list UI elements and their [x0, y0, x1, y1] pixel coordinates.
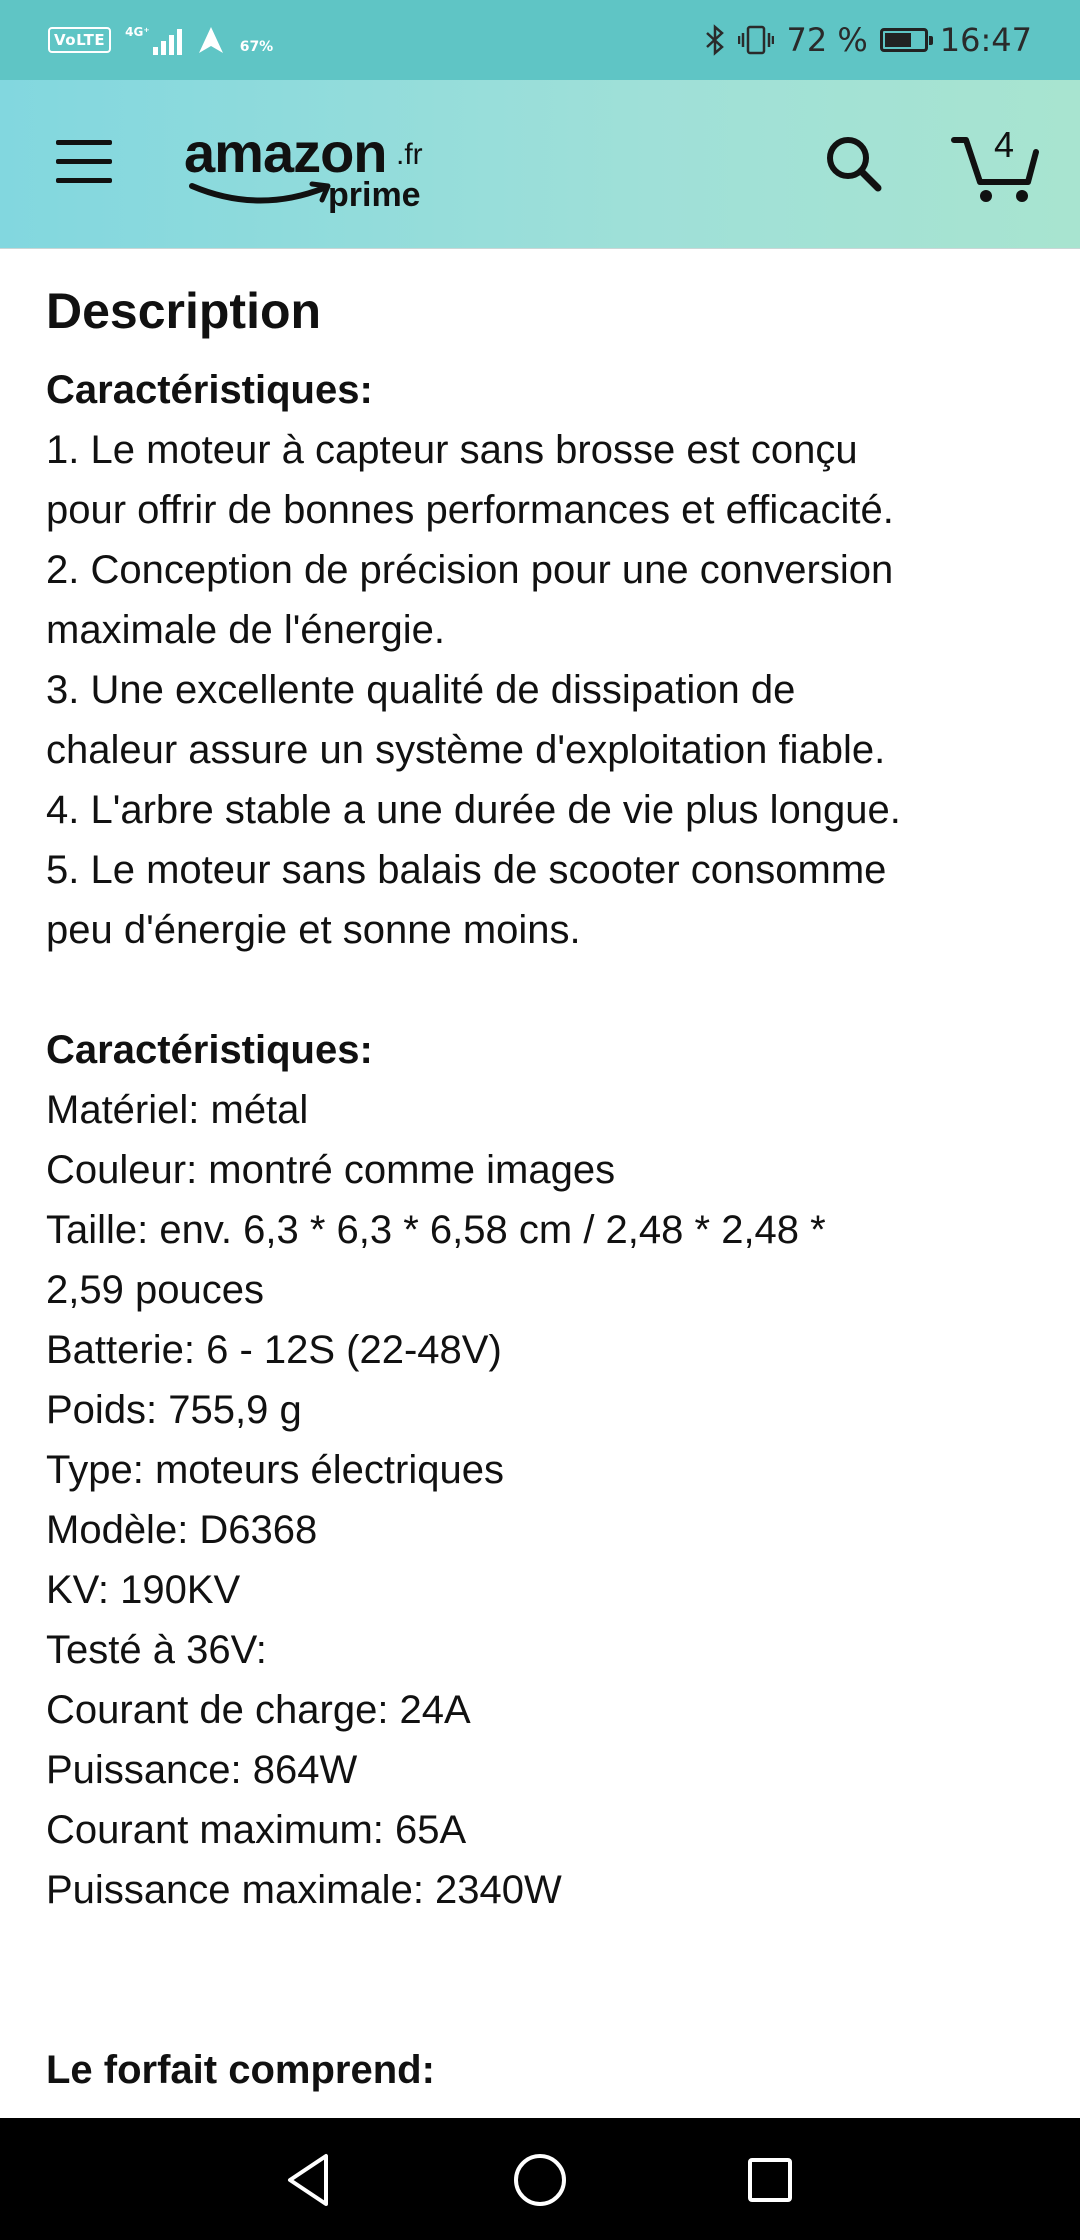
description-line: 5. Le moteur sans balais de scooter consomme [46, 848, 887, 892]
description-heading: Le forfait comprend: [46, 2048, 435, 2092]
app-header [0, 80, 1080, 249]
blank-line [46, 960, 1046, 1020]
description-heading: Caractéristiques: [46, 1028, 373, 1072]
menu-icon [56, 140, 112, 183]
description-line: KV: 190KV [46, 1568, 241, 1612]
description-line: 4. L'arbre stable a une durée de vie plus longue. [46, 788, 901, 832]
description-line: 3. Une excellente qualité de dissipation de [46, 668, 796, 712]
recents-icon [738, 2148, 802, 2212]
logo-prime: prime [328, 176, 421, 214]
vibrate-icon [738, 24, 774, 56]
description-line: Courant de charge: 24A [46, 1688, 471, 1732]
volte-badge: VoLTE [48, 27, 111, 53]
logo-text: amazon [184, 121, 387, 184]
cart-button[interactable] [950, 126, 1040, 206]
description-line: Batterie: 6 - 12S (22-48V) [46, 1328, 502, 1372]
home-icon [508, 2148, 572, 2212]
description-line: 2. Conception de précision pour une conversion [46, 548, 894, 592]
battery-percent: 72 % [786, 21, 868, 59]
back-icon [278, 2148, 342, 2212]
description-heading: Caractéristiques: [46, 368, 373, 412]
description-line: Puissance maximale: 2340W [46, 1868, 562, 1912]
navigation-arrow-icon [196, 25, 226, 55]
description-line: Taille: env. 6,3 * 6,3 * 6,58 cm / 2,48 * 2,48 * [46, 1208, 826, 1252]
status-left [48, 20, 273, 60]
battery-icon [880, 28, 928, 52]
clock: 16:47 [939, 21, 1032, 59]
system-nav-bar [0, 2118, 1080, 2240]
description-line: 2,59 pouces [46, 1268, 264, 1312]
description-line: Courant maximum: 65A [46, 1808, 467, 1852]
description-line: pour offrir de bonnes performances et efficacité. [46, 488, 894, 532]
blank-line [46, 1920, 1046, 1980]
signal-icon [125, 25, 182, 55]
description-line: Poids: 755,9 g [46, 1388, 302, 1432]
search-button[interactable] [822, 132, 886, 196]
description-line: Matériel: métal [46, 1088, 309, 1132]
logo-domain: .fr [396, 138, 423, 171]
bluetooth-icon [704, 24, 726, 56]
search-icon [822, 132, 886, 196]
description-line: Couleur: montré comme images [46, 1148, 616, 1192]
status-right [704, 18, 1032, 62]
home-button[interactable] [508, 2148, 572, 2212]
recents-button[interactable] [738, 2148, 802, 2212]
blank-line [46, 1980, 1046, 2040]
description-line: chaleur assure un système d'exploitation fiable. [46, 728, 886, 772]
amazon-prime-logo[interactable] [184, 120, 444, 220]
description-line: 1. Le moteur à capteur sans brosse est conçu [46, 428, 858, 472]
description-line: Puissance: 864W [46, 1748, 358, 1792]
description-line: Testé à 36V: [46, 1628, 267, 1672]
network-type: 4G⁺ [125, 25, 150, 39]
data-usage: 67% [239, 39, 274, 55]
cart-count: 4 [994, 124, 1015, 165]
description-line: Type: moteurs électriques [46, 1448, 504, 1492]
status-bar [0, 0, 1080, 80]
description-line: peu d'énergie et sonne moins. [46, 908, 581, 952]
description-line: maximale de l'énergie. [46, 608, 445, 652]
battery-fill [885, 33, 911, 47]
smile-arrow-icon [188, 180, 338, 210]
product-description [46, 272, 1046, 2100]
description-lines [46, 360, 1046, 2100]
back-button[interactable] [278, 2148, 342, 2212]
section-title: Description [46, 283, 322, 339]
description-line: Modèle: D6368 [46, 1508, 318, 1552]
menu-button[interactable] [56, 140, 112, 186]
